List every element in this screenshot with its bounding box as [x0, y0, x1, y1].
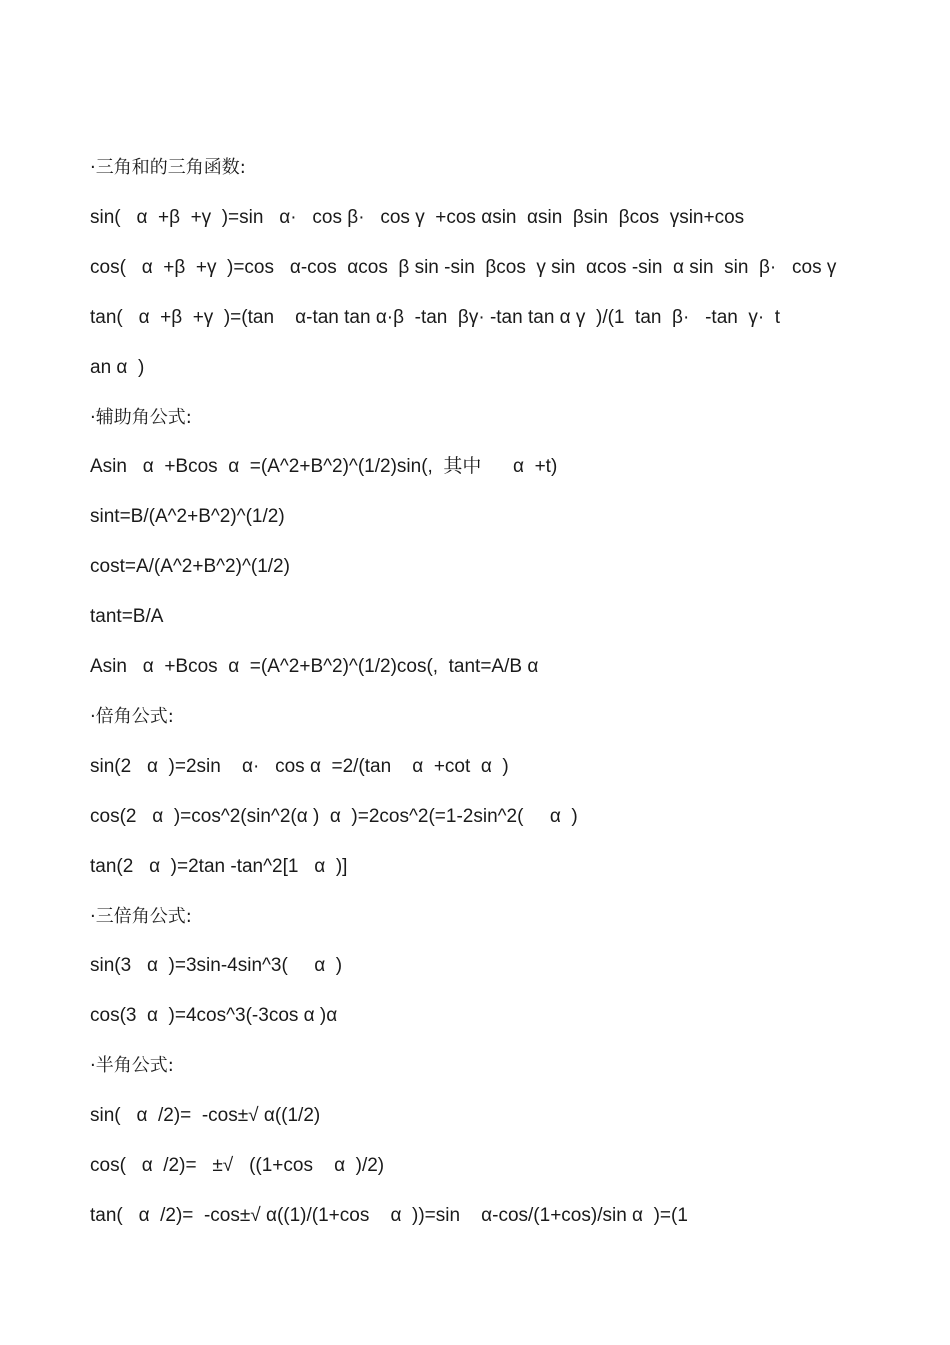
formula-line: sint=B/(A^2+B^2)^(1/2)	[90, 506, 285, 528]
formula-line: cos( α +β +γ )=cos α-cos αcos β sin -sin βcos γ sin αcos -sin α sin sin β· cos γ	[90, 256, 837, 278]
formula-line: tan(2 α )=2tan -tan^2[1 α )]	[90, 855, 348, 877]
formula-line: tan( α +β +γ )=(tan α-tan tan α·β -tan βγ· -tan tan α γ )/(1 tan β· -tan γ· t	[90, 306, 781, 328]
formula-line: cost=A/(A^2+B^2)^(1/2)	[90, 556, 290, 578]
formula-line: cos(3 α )=4cos^3(-3cos α )α	[90, 1005, 338, 1027]
section-heading: ·倍角公式:	[90, 705, 174, 727]
formula-line: tan( α /2)= -cos±√ α((1)/(1+cos α ))=sin α-cos/(1+cos)/sin α )=(1	[90, 1204, 688, 1226]
section-heading: ·辅助角公式:	[90, 406, 192, 428]
section-heading: ·三倍角公式:	[90, 905, 192, 927]
formula-line: Asin α +Bcos α =(A^2+B^2)^(1/2)sin(, 其中 α +t)	[90, 456, 558, 478]
section-heading: ·三角和的三角函数:	[90, 157, 246, 178]
formula-line: sin(3 α )=3sin-4sin^3( α )	[90, 955, 343, 977]
formula-line: Asin α +Bcos α =(A^2+B^2)^(1/2)cos(, tant=A/B α	[90, 656, 539, 677]
section-heading: ·半角公式:	[90, 1055, 174, 1077]
formula-line: tant=B/A	[90, 606, 164, 628]
formula-line: sin( α /2)= -cos±√ α((1/2)	[90, 1105, 321, 1127]
formula-line: cos( α /2)= ±√ ((1+cos α )/2)	[90, 1155, 385, 1176]
formula-line: sin(2 α )=2sin α· cos α =2/(tan α +cot α )	[90, 755, 509, 777]
formula-line: an α )	[90, 356, 145, 378]
formula-line: sin( α +β +γ )=sin α· cos β· cos γ +cos αsin αsin βsin βcos γsin+cos	[90, 206, 745, 228]
formula-line: cos(2 α )=cos^2(sin^2(α ) α )=2cos^2(=1-2sin^2( α )	[90, 805, 578, 827]
